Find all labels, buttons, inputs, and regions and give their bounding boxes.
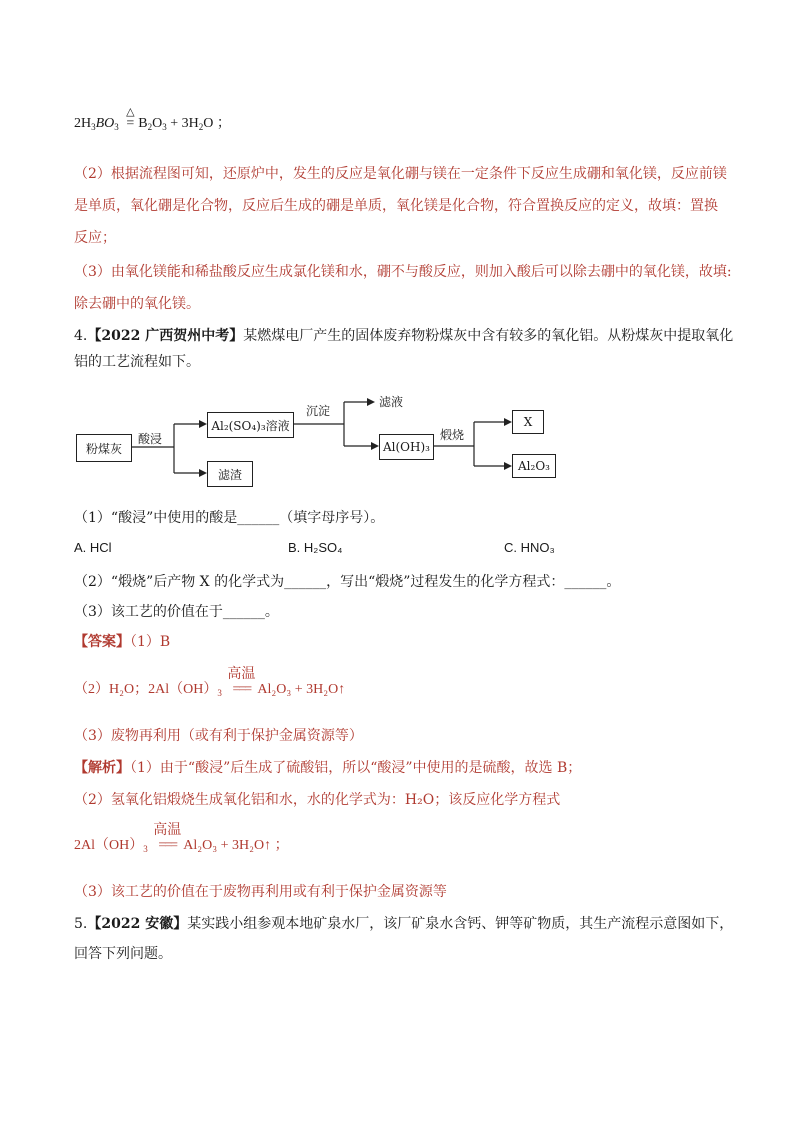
question-source-tag: 【2022 广西贺州中考】 [87,328,244,344]
analysis-eq-prefix: 2Al（OH） [74,838,144,853]
question-text: 某实践小组参观本地矿泉水厂，该厂矿泉水含钙、钾等矿物质，其生产流程示意图如下， [187,916,734,932]
analysis-3: （3）该工艺的价值在于废物再利用或有利于保护金属资源等 [74,884,447,900]
process-flow-diagram [74,390,574,490]
eq-sub: 3 [143,844,148,854]
eq-lhs: 2H [74,116,92,131]
question-4-stem [74,326,733,346]
explain-2-line3: 反应； [74,230,116,246]
eq-rhs: O [152,116,163,131]
flow-box-fly-ash: 粉煤灰 [76,434,132,462]
boric-acid-equation [74,105,231,132]
question-5-stem-line2: 回答下列问题。 [74,946,172,962]
eq-sub: 2 [198,122,204,132]
eq-sub: 3 [114,122,119,132]
question-4-sub2: （2）“煅烧”后产物 X 的化学式为______，写出“煅烧”过程发生的化学方程式：______。 [74,574,621,590]
answer-2-rhs: Al₂O₃ + 3H₂O↑ [257,682,346,697]
flow-box-residue: 滤渣 [207,461,253,487]
option-c: C. HNO₃ [504,540,555,555]
flow-box-alumina: Al₂O₃ [512,454,556,478]
question-number: 4. [74,328,88,344]
option-a: A. HCl [74,540,112,555]
eq-condition-arrow: 高温 === [225,682,257,698]
eq-rhs: + 3H [166,116,199,131]
eq-condition-arrow: △ = [122,116,138,132]
flow-label-calcine: 煅烧 [440,428,465,442]
answer-line-1 [74,632,170,652]
analysis-2: （2）氢氧化铝煅烧生成氧化铝和水，水的化学式为：H₂O；该反应化学方程式 [74,792,561,808]
eq-condition: 高温 [227,666,256,682]
question-text: 某燃煤电厂产生的固体废弃物粉煤灰中含有较多的氧化铝。从粉煤灰中提取氧化 [243,328,734,344]
flow-text-filtrate: 滤液 [379,395,404,409]
question-5-stem [74,914,733,934]
analysis-eq-rhs: Al₂O₃ + 3H₂O↑ ； [183,838,289,853]
flow-box-aluminium-hydroxide: Al(OH)₃ [379,434,434,460]
question-4-sub3: （3）该工艺的价值在于______。 [74,604,279,620]
eq-sub: 3 [162,122,167,132]
answer-3: （3）废物再利用（或有利于保护金属资源等） [74,728,363,744]
answer-1: （1）B [130,634,171,650]
analysis-tag: 【解析】 [74,760,130,776]
analysis-1: （1）由于“酸浸”后生成了硫酸铝，所以“酸浸”中使用的是硫酸，故选 B； [130,760,582,776]
eq-rhs: O ； [203,116,231,131]
flow-box-aluminium-sulfate-solution: Al₂(SO₄)₃溶液 [207,412,294,438]
eq-sub: 2 [147,122,153,132]
analysis-equation [74,822,289,854]
analysis-line-1 [74,758,581,778]
question-source-tag: 【2022 安徽】 [87,916,188,932]
eq-condition: 高温 [153,822,182,838]
explain-3-line1: （3）由氧化镁能和稀盐酸反应生成氯化镁和水，硼不与酸反应，则加入酸后可以除去硼中的氧化镁，故填: [74,264,732,280]
explain-2-line2: 是单质，氧化硼是化合物，反应后生成的硼是单质，氧化镁是化合物，符合置换反应的定义，故填：置换 [74,198,718,214]
eq-rhs: B [138,116,148,131]
eq-sub: 3 [217,688,222,698]
flow-box-x: X [512,410,544,434]
eq-sub: 3 [91,122,96,132]
answer-2-prefix: （2）H₂O；2Al（OH） [74,682,218,697]
question-number: 5. [74,916,88,932]
eq-condition: △ [126,105,135,118]
question-4-sub1: （1）“酸浸”中使用的酸是______（填字母序号）。 [74,510,385,526]
explain-3-line2: 除去硼中的氧化镁。 [74,296,200,312]
answer-2-equation [74,666,346,698]
eq-lhs2: BO [95,116,115,131]
explain-2-line1: （2）根据流程图可知，还原炉中，发生的反应是氧化硼与镁在一定条件下反应生成硼和氧化镁，反应前镁 [74,166,727,182]
flow-label-precipitate: 沉淀 [306,404,331,418]
question-4-stem-line2: 铝的工艺流程如下。 [74,354,200,370]
answer-tag: 【答案】 [74,634,130,650]
option-b: B. H₂SO₄ [288,540,343,555]
flow-label-acid-leach: 酸浸 [138,432,163,446]
eq-condition-arrow: 高温 === [151,838,183,854]
